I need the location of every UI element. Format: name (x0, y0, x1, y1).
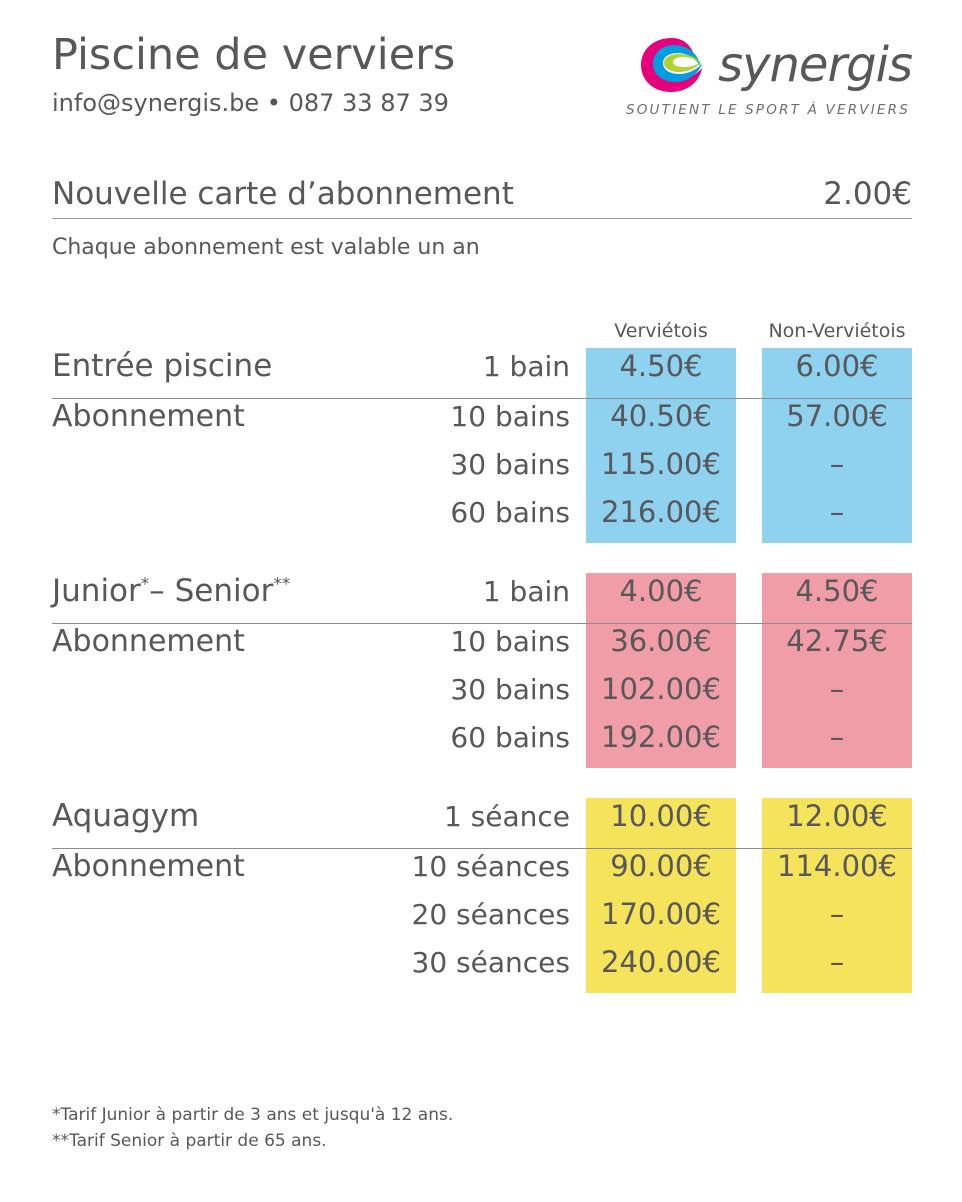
group-aquagym (52, 798, 912, 993)
row-value-col1: 192.00€ (601, 720, 721, 754)
row-value-col1: 216.00€ (601, 495, 721, 529)
row-quantity: 30 séances (411, 946, 570, 979)
group-title: Entrée piscine (52, 348, 273, 384)
table-row (52, 348, 912, 399)
row-quantity: 10 bains (450, 400, 570, 433)
group-entree-piscine (52, 348, 912, 543)
column-header-verviers: Verviétois (614, 320, 708, 342)
row-quantity: 1 séance (443, 800, 570, 833)
page-title: Piscine de verviers (52, 30, 456, 80)
row-value-col2: – (829, 495, 845, 529)
footnotes (52, 1103, 453, 1154)
table-row (52, 945, 912, 993)
table-row (52, 720, 912, 768)
row-value-col2: – (829, 447, 845, 481)
price-table (52, 320, 912, 993)
row-quantity: 20 séances (411, 898, 570, 931)
new-card-label: Nouvelle carte d’abonnement (52, 176, 514, 212)
validity-note: Chaque abonnement est valable un an (52, 235, 480, 260)
row-quantity: 10 séances (411, 850, 570, 883)
logo-row (592, 34, 912, 96)
row-value-col1: 10.00€ (610, 799, 712, 833)
row-value-col1: 4.00€ (619, 574, 703, 608)
table-row (52, 624, 912, 672)
table-row (52, 672, 912, 720)
row-quantity: 1 bain (482, 575, 570, 608)
row-value-col2: – (829, 672, 845, 706)
column-headers (52, 320, 912, 342)
table-row (52, 798, 912, 849)
group-subtitle: Abonnement (52, 624, 245, 659)
row-quantity: 30 bains (450, 448, 570, 481)
group-subtitle: Abonnement (52, 849, 245, 884)
row-value-col1: 170.00€ (601, 897, 721, 931)
row-value-col2: 57.00€ (786, 399, 888, 433)
table-row (52, 447, 912, 495)
logo-wordmark: synergis (718, 37, 912, 93)
logo-tagline: SOUTIENT LE SPORT À VERVIERS (625, 102, 910, 118)
row-value-col2: 42.75€ (786, 624, 888, 658)
group-title-junior-asterisk: * (140, 574, 150, 595)
synergis-logo (592, 34, 912, 118)
row-quantity: 60 bains (450, 721, 570, 754)
row-value-col2: – (829, 945, 845, 979)
table-row (52, 399, 912, 447)
row-value-col1: 115.00€ (601, 447, 721, 481)
table-row (52, 897, 912, 945)
row-quantity: 1 bain (482, 350, 570, 383)
contact-line: info@synergis.be • 087 33 87 39 (52, 89, 449, 118)
row-value-col1: 90.00€ (610, 849, 712, 883)
header (52, 24, 912, 134)
group-title-junior: Junior (52, 573, 141, 609)
row-quantity: 60 bains (450, 496, 570, 529)
group-subtitle: Abonnement (52, 399, 245, 434)
row-quantity: 30 bains (450, 673, 570, 706)
table-row (52, 495, 912, 543)
row-value-col1: 4.50€ (619, 349, 703, 383)
row-value-col1: 36.00€ (610, 624, 712, 658)
new-card-row (52, 176, 912, 219)
row-value-col1: 40.50€ (610, 399, 712, 433)
table-row (52, 849, 912, 897)
row-value-col2: 12.00€ (786, 799, 888, 833)
row-quantity: 10 bains (450, 625, 570, 658)
row-value-col2: – (829, 897, 845, 931)
row-value-col2: – (829, 720, 845, 754)
row-value-col1: 240.00€ (601, 945, 721, 979)
row-value-col2: 114.00€ (777, 849, 897, 883)
column-header-non-verviers: Non-Verviétois (768, 320, 906, 342)
row-value-col2: 4.50€ (795, 574, 879, 608)
group-title (52, 573, 352, 609)
footnote-junior: *Tarif Junior à partir de 3 ans et jusqu'à 12 ans. (52, 1105, 454, 1125)
row-value-col1: 102.00€ (601, 672, 721, 706)
group-title: Aquagym (52, 798, 200, 834)
row-value-col2: 6.00€ (795, 349, 879, 383)
table-row (52, 573, 912, 624)
group-title-senior: – Senior (149, 573, 274, 609)
footnote-senior: **Tarif Senior à partir de 65 ans. (52, 1130, 327, 1151)
group-title-senior-asterisk: ** (273, 574, 291, 595)
group-junior-senior (52, 573, 912, 768)
new-card-price: 2.00€ (823, 176, 912, 212)
synergis-swirl-icon (638, 34, 708, 96)
